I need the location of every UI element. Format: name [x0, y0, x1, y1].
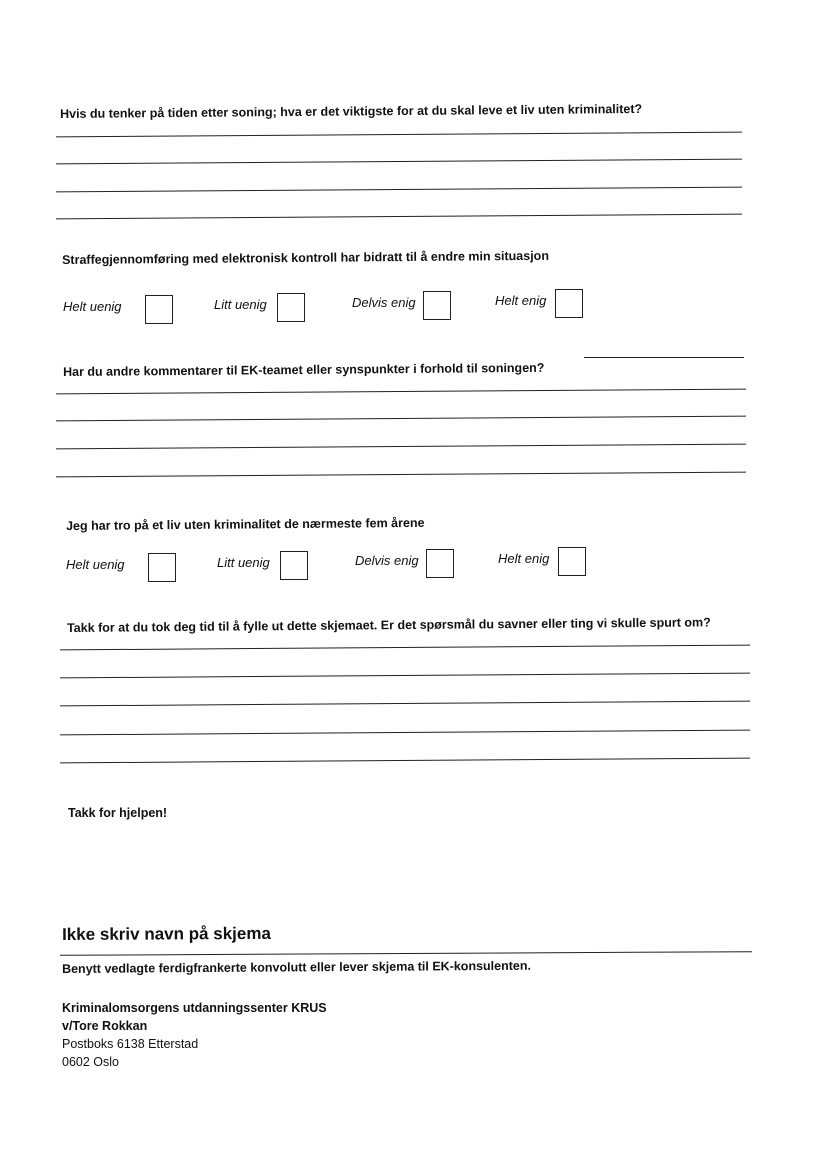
answer-line[interactable]: [60, 673, 750, 679]
answer-line[interactable]: [56, 389, 746, 395]
answer-line[interactable]: [56, 472, 746, 478]
checkbox-litt-uenig[interactable]: [280, 551, 308, 580]
footer-divider: [60, 951, 752, 956]
divider-line: [584, 357, 744, 358]
question-3-text: Har du andre kommentarer til EK-teamet eller synspunkter i forhold til soningen?: [63, 360, 545, 379]
answer-line[interactable]: [56, 444, 746, 450]
footer-instruction: Benytt vedlagte ferdigfrankerte konvolutt eller lever skjema til EK-konsulenten.: [62, 958, 531, 976]
checkbox-delvis-enig[interactable]: [426, 549, 454, 578]
checkbox-litt-uenig[interactable]: [277, 293, 305, 322]
option-label: Delvis enig: [355, 553, 419, 568]
checkbox-helt-enig[interactable]: [558, 547, 586, 576]
question-2-text: Straffegjennomføring med elektronisk kontroll har bidratt til å endre min situasjon: [62, 248, 549, 267]
checkbox-helt-uenig[interactable]: [148, 553, 176, 582]
address-line-2: v/Tore Rokkan: [62, 1019, 148, 1033]
answer-line[interactable]: [56, 214, 742, 220]
option-label: Helt uenig: [66, 557, 125, 572]
answer-line[interactable]: [56, 187, 742, 193]
option-label: Helt enig: [495, 293, 547, 308]
question-1-text: Hvis du tenker på tiden etter soning; hva er det viktigste for at du skal leve et liv uten kriminalitet?: [60, 101, 643, 121]
footer-heading: Ikke skriv navn på skjema: [62, 923, 271, 944]
answer-line[interactable]: [60, 730, 750, 736]
checkbox-delvis-enig[interactable]: [423, 291, 451, 320]
option-label: Litt uenig: [214, 297, 267, 312]
question-5-text: Takk for at du tok deg tid til å fylle ut dette skjemaet. Er det spørsmål du savner eller ting vi skulle spurt om?: [67, 615, 711, 635]
address-line-4: 0602 Oslo: [62, 1055, 119, 1069]
answer-line[interactable]: [56, 416, 746, 422]
address-line-3: Postboks 6138 Etterstad: [62, 1037, 199, 1051]
answer-line[interactable]: [60, 701, 750, 707]
question-4-text: Jeg har tro på et liv uten kriminalitet de nærmeste fem årene: [66, 515, 425, 533]
option-label: Litt uenig: [217, 555, 270, 570]
answer-line[interactable]: [60, 758, 750, 764]
thanks-text: Takk for hjelpen!: [68, 806, 168, 820]
answer-line[interactable]: [60, 645, 750, 651]
option-label: Helt enig: [498, 551, 550, 566]
checkbox-helt-enig[interactable]: [555, 289, 583, 318]
answer-line[interactable]: [56, 159, 742, 165]
checkbox-helt-uenig[interactable]: [145, 295, 173, 324]
address-line-1: Kriminalomsorgens utdanningssenter KRUS: [62, 1001, 327, 1015]
option-label: Delvis enig: [352, 295, 416, 310]
option-label: Helt uenig: [63, 299, 122, 314]
answer-line[interactable]: [56, 132, 742, 138]
